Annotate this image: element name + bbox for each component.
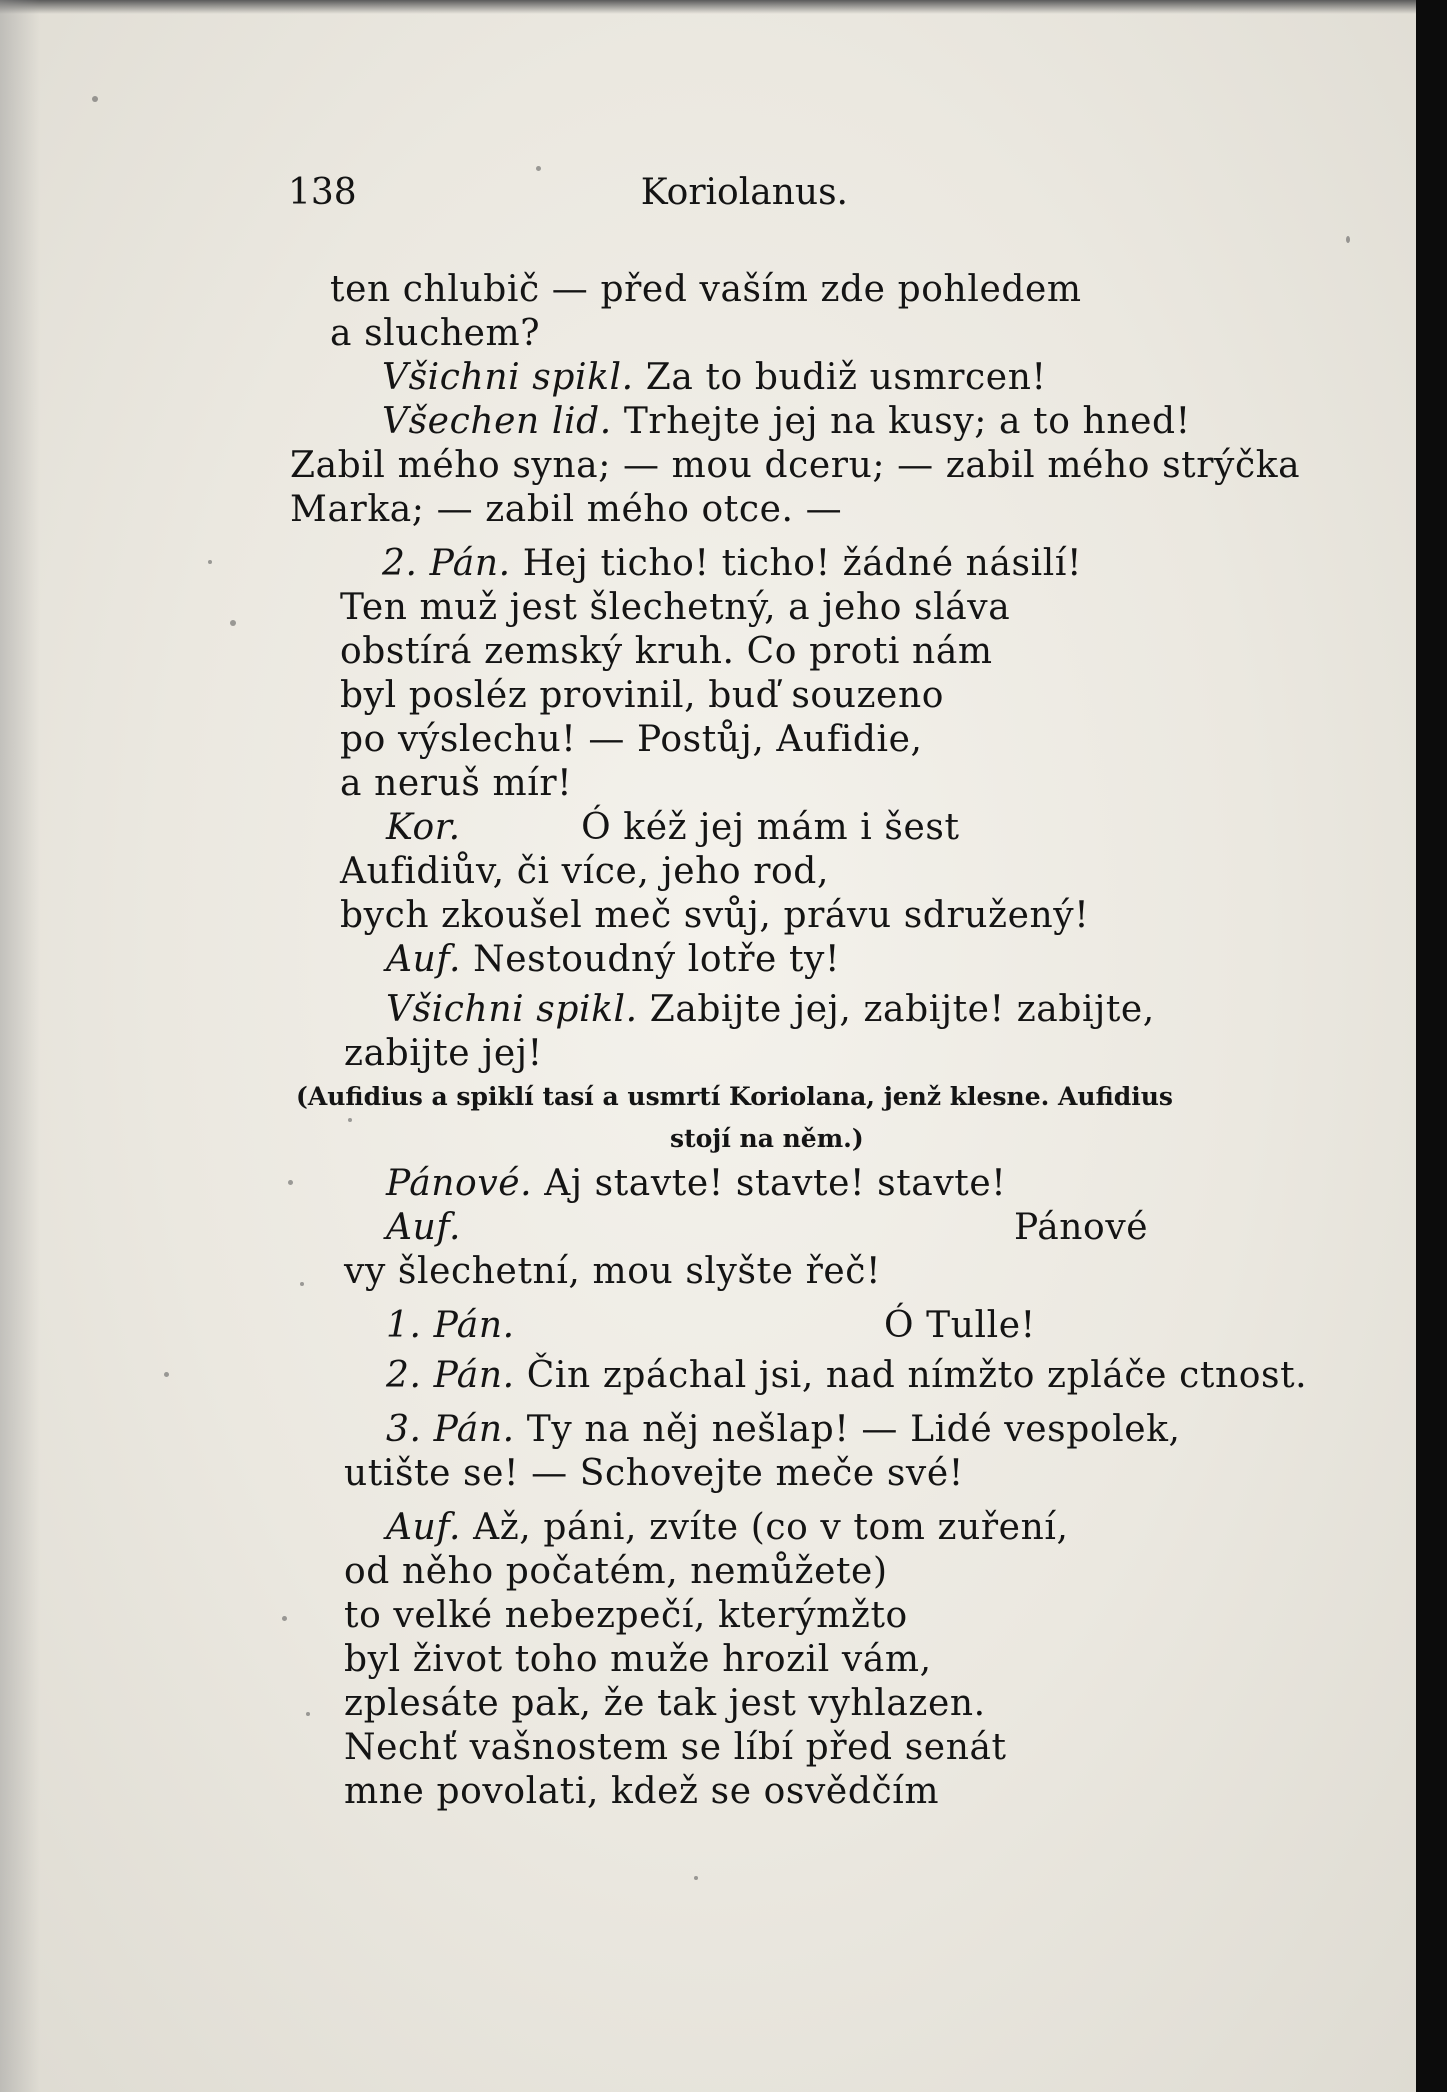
speaker-name: Všechen lid. (382, 401, 612, 442)
speaker-name: Pánové. (386, 1163, 533, 1204)
speaker-name: 2. Pán. (382, 543, 511, 584)
text-line: mne povolati, kdež se osvědčím (344, 1771, 940, 1812)
text-line: Nechť vašnostem se líbí před senát (344, 1727, 1007, 1768)
paper-speck (1346, 236, 1350, 243)
text-line: Ten muž jest šlechetný, a jeho sláva (340, 587, 1011, 628)
text-line: Zabil mého syna; — mou dceru; — zabil mého strýčka (290, 445, 1301, 486)
paper-speck (536, 166, 541, 171)
speech-line: 1. Pán. Ó Tulle! (386, 1305, 1036, 1346)
speech-line: 2. Pán. Hej ticho! ticho! žádné násilí! (382, 543, 1083, 584)
speech-line: 2. Pán. Čin zpáchal jsi, nad nímžto zpláče ctnost. (386, 1355, 1308, 1396)
page-right-shadow (1416, 0, 1447, 2092)
speaker-name: Auf. (386, 1207, 462, 1248)
speech-line: Auf. Až, páni, zvíte (co v tom zuření, (386, 1507, 1069, 1548)
paper-speck (230, 620, 236, 626)
speaker-name: Auf. (386, 1507, 462, 1548)
text-line: Aufidiův, či více, jeho rod, (340, 851, 829, 892)
text-line: vy šlechetní, mou slyšte řeč! (344, 1251, 882, 1292)
text-line: zplesáte pak, že tak jest vyhlazen. (344, 1683, 986, 1724)
speech-line: Všichni spikl. Za to budiž usmrcen! (382, 357, 1047, 398)
text-line: od něho počatém, nemůžete) (344, 1551, 888, 1592)
text-line: bych zkoušel meč svůj, právu sdružený! (340, 895, 1090, 936)
paper-speck (288, 1180, 293, 1185)
paper-speck (348, 1118, 352, 1122)
speech-line: Kor. Ó kéž jej mám i šest (386, 807, 960, 848)
speaker-name: Všichni spikl. (386, 989, 638, 1030)
stage-direction: (Aufidius a spiklí tasí a usmrtí Koriolana, jenž klesne. Aufidius (296, 1082, 1174, 1111)
text-line: a neruš mír! (340, 763, 573, 804)
text-line: to velké nebezpečí, kterýmžto (344, 1595, 908, 1636)
paper-speck (306, 1712, 310, 1716)
paper-speck (694, 1876, 698, 1880)
speaker-name: 2. Pán. (386, 1355, 515, 1396)
paper-speck (208, 560, 212, 564)
text-line: utište se! — Schovejte meče své! (344, 1453, 964, 1494)
text-line: Marka; — zabil mého otce. — (290, 489, 843, 530)
paper-speck (282, 1616, 287, 1621)
page-number: 138 (288, 172, 357, 213)
speaker-name: 3. Pán. (386, 1409, 515, 1450)
paper-speck (92, 96, 98, 102)
speech-line: Auf. Pánové (386, 1207, 1149, 1248)
speaker-name: Auf. (386, 939, 462, 980)
running-title: Koriolanus. (640, 172, 848, 213)
text-line: byl život toho muže hrozil vám, (344, 1639, 932, 1680)
speech-line: Všichni spikl. Zabijte jej, zabijte! zabijte, (386, 989, 1155, 1030)
paper-speck (164, 1372, 169, 1377)
text-line: po výslechu! — Postůj, Aufidie, (340, 719, 923, 760)
speech-line: 3. Pán. Ty na něj nešlap! — Lidé vespolek, (386, 1409, 1181, 1450)
text-line: a sluchem? (330, 313, 541, 354)
page-header (288, 172, 848, 222)
speaker-name: Všichni spikl. (382, 357, 634, 398)
speech-line: Všechen lid. Trhejte jej na kusy; a to hned! (382, 401, 1191, 442)
text-line: zabijte jej! (344, 1033, 543, 1074)
speaker-name: 1. Pán. (386, 1305, 515, 1346)
text-line: byl posléz provinil, buď souzeno (340, 675, 945, 716)
speaker-name: Kor. (386, 807, 461, 848)
page-top-shadow (0, 0, 1416, 14)
text-line: obstírá zemský kruh. Co proti nám (340, 631, 993, 672)
page-left-shadow (0, 0, 40, 2092)
stage-direction: stojí na něm.) (670, 1124, 864, 1153)
text-line: ten chlubič — před vaším zde pohledem (330, 269, 1082, 310)
paper-speck (300, 1282, 304, 1286)
speech-line: Pánové. Aj stavte! stavte! stavte! (386, 1163, 1007, 1204)
speech-line: Auf. Nestoudný lotře ty! (386, 939, 841, 980)
